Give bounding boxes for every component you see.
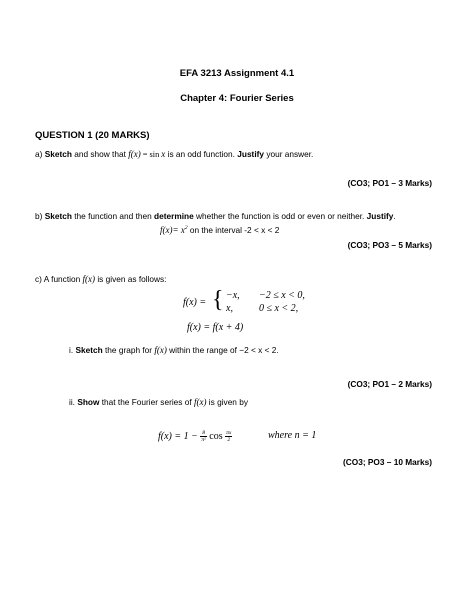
- series-coefficient-fraction: [200, 430, 206, 443]
- series-lhs: f(x) = 1 −: [158, 430, 198, 442]
- part-a-verb-justify: Justify: [237, 149, 265, 159]
- piecewise-case1-value: −x,: [226, 290, 240, 301]
- part-a-text1: and show that: [71, 149, 129, 159]
- part-c-i-fx: f(x): [154, 345, 167, 355]
- part-a-text2: is an odd function.: [165, 149, 238, 159]
- part-a-eq: = sin: [140, 150, 162, 159]
- fourier-series-formula: [158, 430, 232, 443]
- part-b-verb-sketch: Sketch: [44, 211, 72, 221]
- part-c-i-text: [69, 345, 279, 355]
- series-frac-num: 8: [202, 430, 205, 436]
- part-b-text1: the function and then: [71, 211, 155, 221]
- part-c-i-label: i.: [69, 345, 76, 355]
- part-b-interval: on the interval -2 < x < 2: [187, 225, 280, 235]
- series-where-clause: where n = 1: [268, 430, 317, 441]
- assignment-title: EFA 3213 Assignment 4.1: [179, 68, 295, 79]
- part-a-verb-sketch: Sketch: [44, 149, 72, 159]
- piecewise-case1-condition: −2 ≤ x < 0,: [259, 290, 305, 301]
- part-a-label: a): [35, 149, 43, 159]
- part-b-function: [160, 225, 279, 235]
- part-c-intro-fx: f(x): [82, 274, 96, 284]
- part-b-marks: (CO3; PO3 – 5 Marks): [347, 240, 432, 250]
- part-b-text2: whether the function is odd or even or neither.: [193, 211, 367, 221]
- part-b-label: b): [35, 211, 43, 221]
- series-arg-num: πx: [226, 430, 232, 436]
- series-argument-fraction: [225, 430, 232, 443]
- part-c-ii-verb: Show: [77, 397, 100, 407]
- part-c-ii-text2: is given by: [206, 397, 248, 407]
- periodic-condition: f(x) = f(x + 4): [187, 322, 244, 333]
- part-a-text: [35, 149, 313, 159]
- part-a-fx: f(x): [128, 149, 141, 159]
- part-b-verb-justify: Justify: [366, 211, 394, 221]
- part-a-x: x: [161, 149, 166, 159]
- part-c-ii-marks: (CO3; PO3 – 10 Marks): [343, 457, 432, 467]
- series-frac-den: π²: [201, 437, 206, 443]
- part-b-func-sup: 2: [184, 225, 188, 232]
- part-a-text3: your answer.: [264, 149, 314, 159]
- piecewise-lhs: f(x) =: [183, 297, 207, 308]
- part-c-i-verb: Sketch: [75, 345, 103, 355]
- series-arg-den: 2: [227, 437, 231, 443]
- part-c-i-marks: (CO3; PO1 – 2 Marks): [347, 379, 432, 389]
- series-cos: cos: [209, 430, 223, 442]
- part-c-ii-fx: f(x): [193, 397, 207, 407]
- part-c-ii-text: [69, 397, 248, 407]
- piecewise-case2-condition: 0 ≤ x < 2,: [259, 303, 299, 314]
- part-b-func: f(x)= x: [160, 225, 185, 235]
- question-heading: QUESTION 1 (20 MARKS): [35, 130, 150, 141]
- chapter-title: Chapter 4: Fourier Series: [180, 93, 294, 104]
- part-c-ii-label: ii.: [69, 397, 78, 407]
- part-c-intro-tail: is given as follows:: [95, 274, 167, 284]
- part-c-i-text1: the graph for: [102, 345, 155, 355]
- part-b-text: [35, 211, 396, 221]
- part-b-verb-determine: determine: [154, 211, 194, 221]
- part-c-i-text2: within the range of −2 < x < 2.: [166, 345, 279, 355]
- part-a-marks: (CO3; PO1 – 3 Marks): [347, 178, 432, 188]
- part-b-text3: .: [393, 211, 396, 221]
- piecewise-brace: {: [212, 287, 224, 313]
- part-c-ii-text1: that the Fourier series of: [99, 397, 194, 407]
- part-c-intro: [35, 274, 167, 284]
- piecewise-case2-value: x,: [226, 303, 233, 314]
- part-c-label: c) A function: [35, 274, 83, 284]
